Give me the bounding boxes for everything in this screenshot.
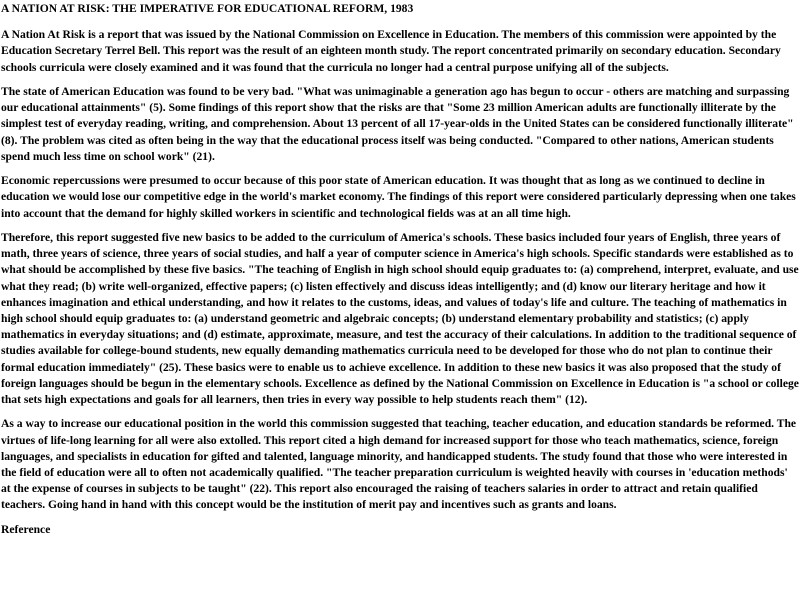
paragraph-intro: A Nation At Risk is a report that was issued by the National Commission on Excellence in Education. The members of this commission were appointed by the Education Secretary Terrel Bell. This report was the result of an eighteen month study. The report concentrated primarily on secondary education. Secondary schools curricula were closely examined and it was found that the curricula no longer had a central purpose unifying all of the subjects. [1, 28, 781, 74]
document-title: A NATION AT RISK: THE IMPERATIVE FOR EDUCATIONAL REFORM, 1983 [1, 2, 414, 15]
paragraph-teaching-reform: As a way to increase our educational position in the world this commission suggested that teaching, teacher education, and education standards be reformed. The virtues of life-long learning for all were also extolled. This report cited a high demand for increased support for those who teach mathematics, science, foreign languages, and specialists in education for gifted and talented, language minority, and handicapped students. The study found that those who were interested in the field of education were all to often not academically qualified. "The teacher preparation curriculum is weighted heavily with courses in 'education methods' at the expense of courses in subjects to be taught" (22). This report also encouraged the raising of teachers salaries in order to attract and retain qualified teachers. Going hand in hand with this concept would be the institution of merit pay and incentives such as grants and loans. [1, 417, 797, 512]
paragraph-state-of-education: The state of American Education was found to be very bad. "What was unimaginable a generation ago has begun to occur - others are matching and surpassing our educational attainments" (5). Some findings of this report show that the risks are that "Some 23 million American adults are functionally illiterate by the simplest test of everyday reading, writing, and comprehension. About 13 percent of all 17-year-olds in the United States can be considered functionally illiterate" (8). The problem was cited as often being in the way that the educational process itself was being conducted. "Compared to other nations, American students spend much less time on school work" (21). [1, 85, 794, 163]
paragraph-five-new-basics: Therefore, this report suggested five new basics to be added to the curriculum of America's schools. These basics included four years of English, three years of math, three years of science, three years of social studies, and half a year of computer science in America's high schools. Specific standards were established as to what should be accomplished by these five basics. "The teaching of English in high school should equip graduates to: (a) comprehend, interpret, evaluate, and use what they read; (b) write well-organized, effective papers; (c) listen effectively and discuss ideas intelligently; and (d) know our literary heritage and how it enhances imagination and ethical understanding, and how it relates to the customs, ideas, and values of today's life and culture. The teaching of mathematics in high school should equip graduates to: (a) understand geometric and algebraic concepts; (b) understand elementary probability and statistics; (c) apply mathematics in everyday situations; and (d) estimate, approximate, measure, and test the accuracy of their calculations. In addition to the traditional sequence of studies available for college-bound students, new equally demanding mathematics curricula need to be developed for those who do not plan to continue their formal education immediately" (25). These basics were to enable us to achieve excellence. In addition to these new basics it was also proposed that the study of foreign languages should be begun in the elementary schools. Excellence as defined by the National Commission on Excellence in Education is "a school or college that sets high expectations and goals for all learners, then tries in every way possible to help students reach them" (12). [1, 231, 799, 407]
paragraph-economic-repercussions: Economic repercussions were presumed to occur because of this poor state of American education. It was thought that as long as we continued to decline in education we would lose our competitive edge in the world's market economy. The findings of this report were considered particularly depressing when one takes into account that the demand for highly skilled workers in scientific and technological fields was at an all time high. [1, 174, 796, 220]
document-page [1, 0, 799, 538]
reference-heading: Reference [1, 522, 51, 536]
